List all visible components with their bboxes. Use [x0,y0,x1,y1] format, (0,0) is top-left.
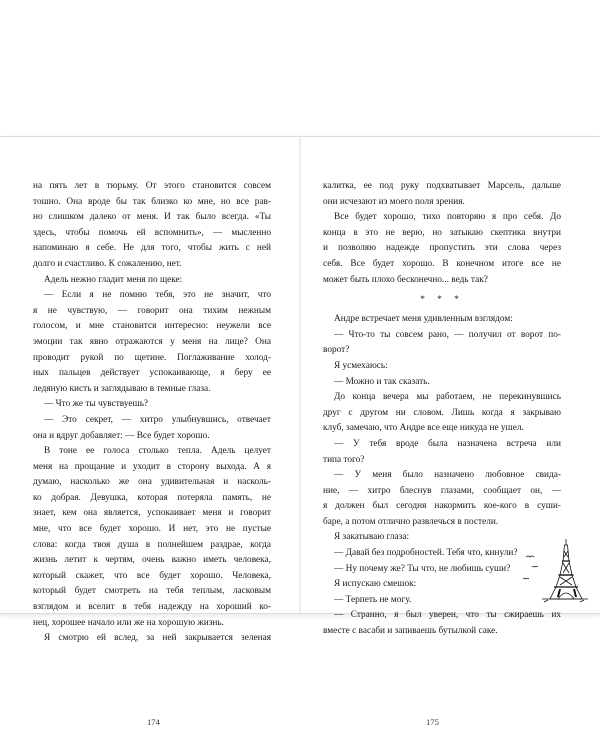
text-line: проводит рукой по щетине. Поглаживание холод- [33,352,271,363]
text-line: жизнь летит к чертям, очень важно иметь человека, [33,555,271,566]
text-line: Андре встречает меня удивленным взглядом: [334,314,513,325]
text-line: Я смотрю ей вслед, за ней закрывается зеленая [44,633,271,644]
text-line: ворот? [323,345,350,356]
text-line: друг с другом ни словом. Лишь когда я закрываю [323,407,561,418]
text-line: который скажет, что все будет хорошо. Человека, [33,570,271,581]
text-line: и позволяю надежде пропустить эти слова через [323,243,561,254]
text-line: они исчезают из моего поля зрения. [323,196,465,207]
text-line: — Можно и так сказать. [334,376,430,387]
text-line: — Это секрет, — хитро улыбнувшись, отвечает [44,414,271,425]
text-line: я не чувствую, — говорит она тихим нежным [33,305,271,316]
text-line: Все будет хорошо, тихо повторяю я про себя. До [334,212,561,223]
text-line: В тоне ее голоса столько тепла. Адель целует [44,446,271,457]
text-line: — Если я не помню тебя, это не значит, что [44,290,271,301]
text-line: на пять лет в тюрьму. От этого становится совсем [33,181,271,191]
text-line: конца в это не верю, но затыкаю скептика внутри [323,227,561,238]
text-line: — Что-то ты совсем рано, — получил от ворот по- [334,329,561,340]
section-separator: * * * [420,295,464,306]
text-line: — У меня было назначено любовное свида- [334,470,561,481]
text-line: — Ну почему же? Ты что, не любишь суши? [334,563,511,574]
text-line: думаю, насколько же она удивительная и насколь- [33,477,271,488]
left-page-text [33,179,271,647]
text-line: — Странно, я был уверен, что ты сжираешь их [334,610,561,621]
text-line: тошно. Она вроде бы так близко ко мне, но все рав- [33,196,271,207]
text-line: себя. Все будет хорошо. В конечном итоге все не [323,258,561,269]
text-line: но слишком далеко от меня. И так было всегда. «Ты [33,212,271,223]
text-line: — Что же ты чувствуешь? [44,399,149,410]
text-line: Адель нежно гладит меня по щеке: [44,274,183,285]
text-line: меня на прощание и уходит в сторону выхода. А я [33,461,271,472]
text-line: — Давай без подробностей. Тебя что, кинули? [334,548,518,559]
text-line: эмоции так явно отражаются у меня на лице? Она [33,336,271,347]
text-line: знает, кем она является, успокаивает меня и говорит [33,508,271,519]
text-line: голосом, и мне становится интересно: неужели все [33,321,271,332]
text-line: мне, что все будет хорошо. И нет, это не пустые [33,524,271,535]
text-line: вместе с васаби и запиваешь бутылкой саке. [323,626,498,637]
text-line: который будет смотреть на тебя теплым, ласковым [33,586,271,597]
text-line: Я закатываю глаза: [334,532,410,543]
text-line: ние, — хитро блеснув глазами, сообщает он, — [323,485,561,496]
text-line: калитка, ее под руку подхватывает Марсель, дальше [323,181,561,191]
text-line: ных пальцев действует успокаивающе, я беру ее [33,368,271,379]
text-line: Я испускаю смешок: [334,579,417,590]
right-page-number: 175 [426,717,439,727]
text-line: ко добрая. Девушка, которая потеряла память, не [33,492,271,503]
text-line: долго и счастливо. К сожалению, нет. [33,258,182,269]
text-line: здесь, чтобы помочь ей вспомнить», — мысленно [33,227,271,238]
text-line: нец, хорошее начало или же на хорошую жизнь. [33,617,224,628]
text-line: она и вдруг добавляет: — Все будет хорошо. [33,430,210,441]
text-line: Я усмехаюсь: [334,360,388,371]
text-line: слова: когда твоя душа в полнейшем раздрае, когда [33,539,271,550]
eiffel-tower-icon [520,537,590,605]
text-line: ледяную кисть и заглядываю в темные глаза. [33,383,211,394]
text-line: До конца вечера мы работаем, не перекинувшись [334,392,561,403]
text-line: клуб, замечаю, что Андре все еще никуда не ушел. [323,423,524,434]
text-line: взглядом и вселит в тебя надежду на хороший ко- [33,602,271,613]
text-line: напоминаю я себе. Не для того, чтобы жить с ней [33,243,271,254]
text-line: — У тебя вроде была назначена встреча или [334,438,561,449]
text-line: я должен был сегодня накормить кое-кого в суши- [323,501,561,512]
book-spread [0,137,600,727]
text-line: баре, а потом отлично развлечься в постели. [323,516,499,527]
text-line: может быть плохо бесконечно... ведь так? [323,274,488,285]
left-page-number: 174 [147,717,160,727]
book-gutter [299,137,301,613]
text-line: типа того? [323,454,365,465]
text-line: — Терпеть не могу. [334,594,412,605]
